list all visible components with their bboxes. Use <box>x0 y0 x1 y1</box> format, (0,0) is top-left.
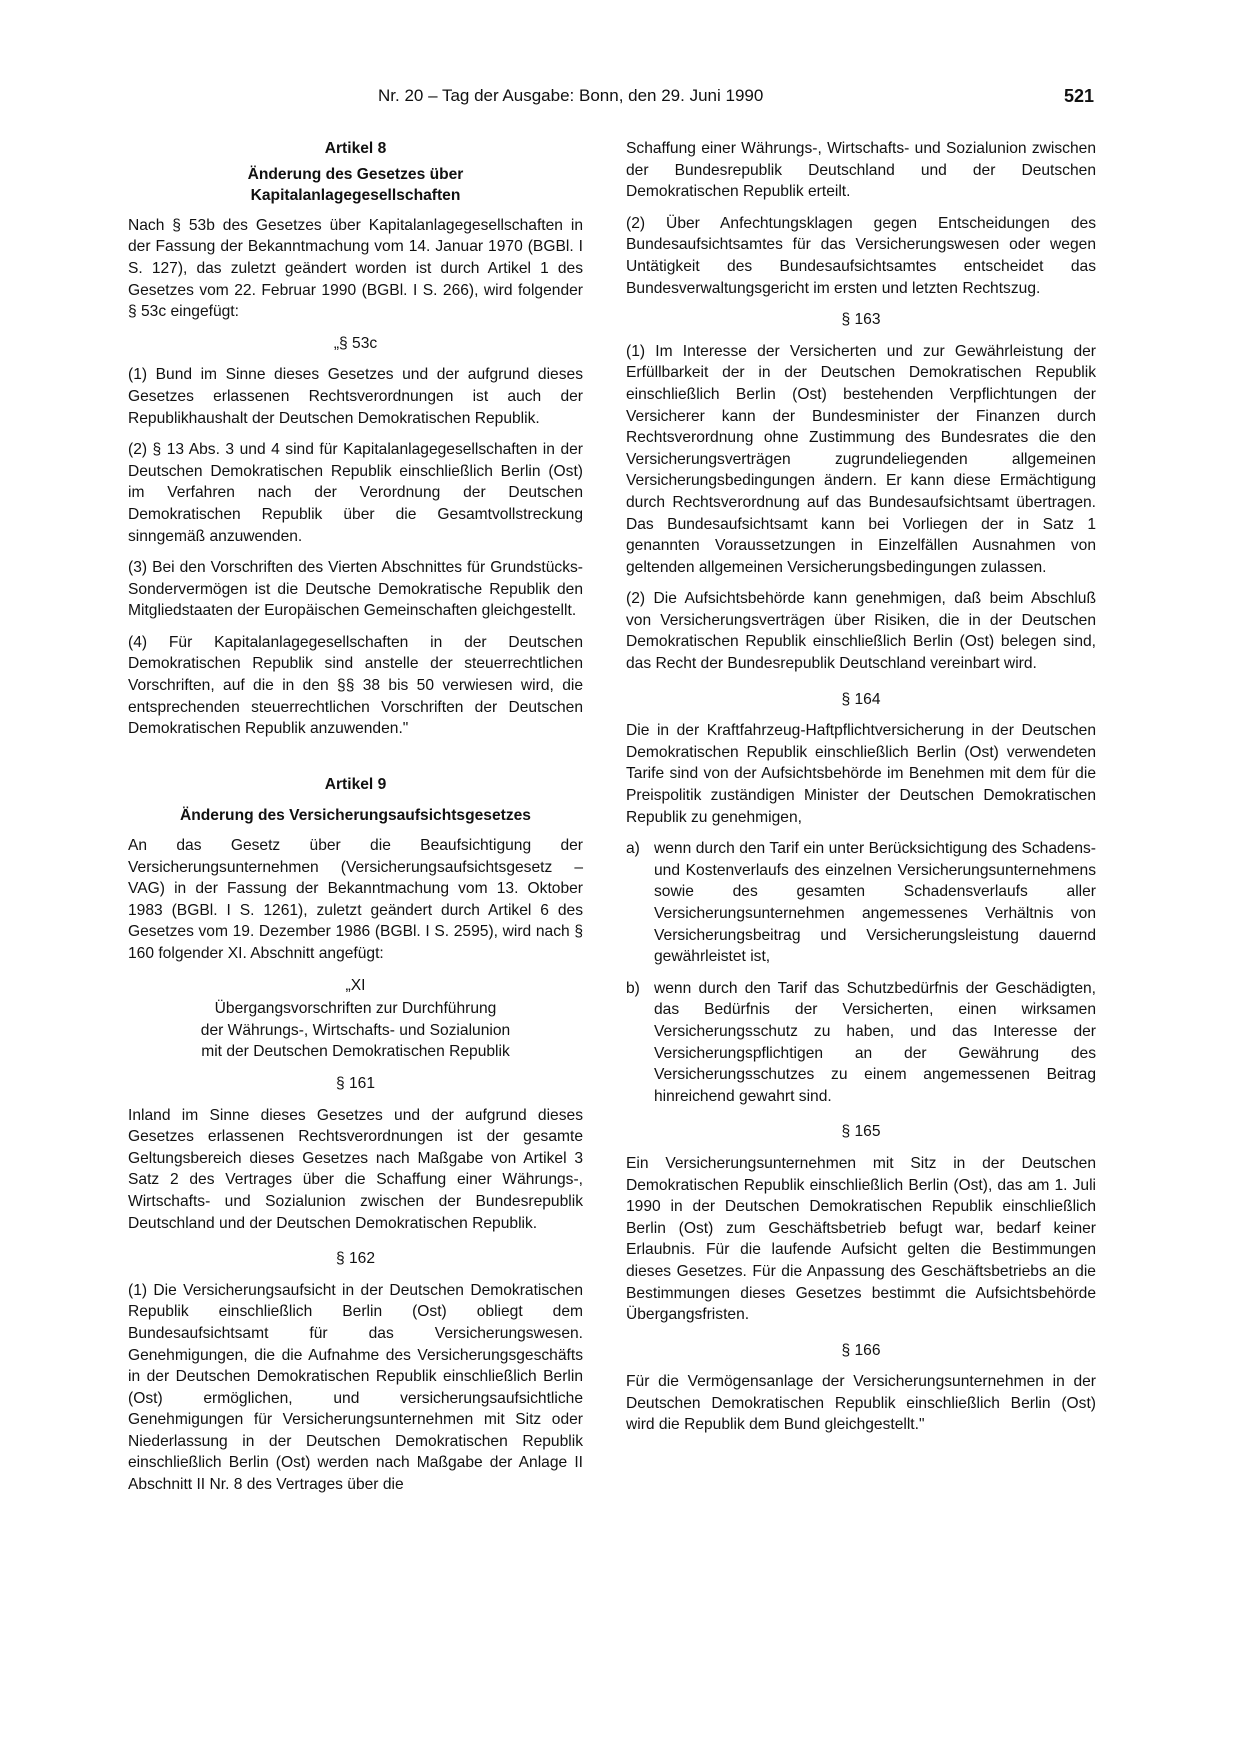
item-b-label: b) <box>626 979 640 997</box>
chapter-xi-title-line-3: mit der Deutschen Demokratischen Republik <box>201 1043 510 1061</box>
section-53c-para-2: (2) § 13 Abs. 3 und 4 sind für Kapitalanlagegesellschaften in der Deutschen Demokratischen Republik einschließlich Berlin (Ost) im Verfahren nach der Verordnung der Deutschen Demokratischen Republik über die Gesamtvollstreckung sinngemäß anzuwenden. <box>128 441 583 545</box>
issue-line: Nr. 20 – Tag der Ausgabe: Bonn, den 29. Juni 1990 <box>378 86 764 105</box>
section-165-heading: § 165 <box>841 1123 881 1141</box>
item-a-label: a) <box>626 840 640 858</box>
page-number: 521 <box>1064 86 1095 106</box>
article-8-intro: Nach § 53b des Gesetzes über Kapitalanlagegesellschaften in der Fassung der Bekanntmachung vom 14. Januar 1970 (BGBl. I S. 127), das zuletzt geändert worden ist durch Artikel 1 des Gesetzes vom 22. Februar 1990 (BGBl. I S. 266), wird folgender § 53c eingefügt: <box>128 216 583 321</box>
section-53c-para-3: (3) Bei den Vorschriften des Vierten Abschnittes für Grundstücks-Sondervermögen ist die Deutsche Demokratische Republik den Mitgliedstaaten der Europäischen Gemeinschaften gleichgestellt. <box>128 559 583 620</box>
article-8-subtitle: Änderung des Gesetzes über Kapitalanlagegesellschaften <box>247 165 464 205</box>
right-column <box>626 138 1096 1446</box>
section-166-heading: § 166 <box>841 1341 881 1359</box>
chapter-xi-title-line-2: der Währungs-, Wirtschafts- und Sozialunion <box>200 1021 511 1039</box>
article-9-intro: An das Gesetz über die Beaufsichtigung der Versicherungsunternehmen (Versicherungsaufsichtsgesetz – VAG) in der Fassung der Bekanntmachung vom 13. Oktober 1983 (BGBl. I S. 1261), zuletzt geändert durch Artikel 6 des Gesetzes vom 19. Dezember 1986 (BGBl. I S. 2595), wird nach § 160 folgender XI. Abschnitt angefügt: <box>128 837 583 962</box>
item-b-text: wenn durch den Tarif das Schutzbedürfnis der Geschädigten, das Bedürfnis der Versicherten, einen wirksamen Versicherungsschutz zu haben, und das Interesse der Versicherungspflichtigen an der Gewährung des Versicherungsschutzes zu einem angemessenen Beitrag hinreichend gewahrt sind. <box>654 979 1096 1105</box>
section-53c-heading: „§ 53c <box>333 334 378 352</box>
left-column <box>128 138 583 1506</box>
section-162-para-1-continued: Schaffung einer Währungs-, Wirtschafts- und Sozialunion zwischen der Bundesrepublik Deutschland und der Deutschen Demokratischen Republik erteilt. <box>626 140 1096 201</box>
section-164-item-a <box>626 838 1096 968</box>
chapter-xi-heading: „XI <box>345 976 366 994</box>
article-9-subtitle: Änderung des Versicherungsaufsichtsgesetzes <box>180 807 531 825</box>
section-163-para-1: (1) Im Interesse der Versicherten und zur Gewährleistung der Erfüllbarkeit der in der Deutschen Demokratischen Republik einschließlich Berlin (Ost) bestehenden Verpflichtungen der Versicherer kann der Bundesminister der Finanzen durch Rechtsverordnung ohne Zustimmung des Bundesrates die den Versicherungsverträgen zugrundeliegenden allgemeinen Versicherungsbedingungen ändern. Er kann diese Ermächtigung durch Rechtsverordnung auf das Bundesaufsichtsamt übertragen. Das Bundesaufsichtsamt kann bei Vorliegen der in Satz 1 genannten Voraussetzungen in Einzelfällen Ausnahmen von geltenden allgemeinen Versicherungsbedingungen zulassen. <box>626 342 1096 576</box>
chapter-xi-title-line-1: Übergangsvorschriften zur Durchführung <box>214 1000 497 1018</box>
article-8-title: Artikel 8 <box>324 140 387 157</box>
item-a-text: wenn durch den Tarif ein unter Berücksichtigung des Schadens- und Kostenverlaufs des einzelnen Versicherungsunternehmens sowie des gesamten Schadensverlaufs aller Versicherungsunternehmen angemessenes Verhältnis von Versicherungsbeitrag und Versicherungsleistung dauernd gewährleistet ist, <box>654 840 1096 966</box>
section-161-heading: § 161 <box>335 1074 376 1092</box>
chapter-xi-title <box>128 998 583 1063</box>
section-163-para-2: (2) Die Aufsichtsbehörde kann genehmigen, daß beim Abschluß von Versicherungsverträgen über Risiken, die in der Deutschen Demokratischen Republik einschließlich Berlin (Ost) belegen sind, das Recht der Bundesrepublik Deutschland vereinbart wird. <box>626 590 1096 673</box>
section-166-text: Für die Vermögensanlage der Versicherungsunternehmen in der Deutschen Demokratischen Republik einschließlich Berlin (Ost) wird die Republik dem Bund gleichgestellt." <box>626 1373 1096 1434</box>
article-9-title: Artikel 9 <box>324 775 387 793</box>
section-53c-para-1: (1) Bund im Sinne dieses Gesetzes und der aufgrund dieses Gesetzes erlassenen Rechtsverordnungen ist auch der Republikhaushalt der Deutschen Demokratischen Republik. <box>128 366 583 427</box>
section-53c-para-4: (4) Für Kapitalanlagegesellschaften in der Deutschen Demokratischen Republik sind anstelle der steuerrechtlichen Vorschriften, auf die in den §§ 38 bis 50 verwiesen wird, die entsprechenden steuerrechtlichen Vorschriften der Deutschen Demokratischen Republik anzuwenden." <box>128 633 583 738</box>
page-header <box>0 86 1237 112</box>
section-163-heading: § 163 <box>841 311 881 329</box>
section-164-heading: § 164 <box>841 690 881 708</box>
section-162-para-2: (2) Über Anfechtungsklagen gegen Entscheidungen des Bundesaufsichtsamtes für das Versicherungswesen oder wegen Untätigkeit des Bundesaufsichtsamtes entscheidet das Bundesverwaltungsgericht im ersten und letzten Rechtszug. <box>626 214 1096 297</box>
section-161-text: Inland im Sinne dieses Gesetzes und der aufgrund dieses Gesetzes erlassenen Rechtsverordnungen ist der gesamte Geltungsbereich dieses Gesetzes nach Maßgabe von Artikel 3 Satz 2 des Vertrages über die Schaffung einer Währungs-, Wirtschafts- und Sozialunion zwischen der Bundesrepublik Deutschland und der Deutschen Demokratischen Republik. <box>128 1106 583 1232</box>
section-162-heading: § 162 <box>335 1250 376 1268</box>
section-164-item-b <box>626 978 1096 1108</box>
section-165-text: Ein Versicherungsunternehmen mit Sitz in der Deutschen Demokratischen Republik einschließlich Berlin (Ost), das am 1. Juli 1990 in der Deutschen Demokratischen Republik einschließlich Berlin (Ost) zum Geschäftsbetrieb befugt war, bedarf keiner Erlaubnis. Für die laufende Aufsicht gelten die Bestimmungen dieses Gesetzes. Für die Anpassung des Geschäftsbetriebs an die Bestimmungen dieses Gesetzes bestimmt die Aufsichtsbehörde Übergangsfristen. <box>626 1154 1096 1324</box>
section-162-para-1: (1) Die Versicherungsaufsicht in der Deutschen Demokratischen Republik einschließlich Berlin (Ost) obliegt dem Bundesaufsichtsamt für das Versicherungswesen. Genehmigungen, die die Aufnahme des Versicherungsgeschäfts in der Deutschen Demokratischen Republik einschließlich Berlin (Ost) ermöglichen, und versicherungsaufsichtliche Genehmigungen für Versicherungsunternehmen mit Sitz oder Niederlassung in der Deutschen Demokratischen Republik einschließlich Berlin (Ost) werden nach Maßgabe der Anlage II Abschnitt II Nr. 8 des Vertrages über die <box>128 1281 583 1494</box>
section-164-intro: Die in der Kraftfahrzeug-Haftpflichtversicherung in der Deutschen Demokratischen Republik einschließlich Berlin (Ost) verwendeten Tarife sind von der Aufsichtsbehörde im Benehmen mit dem für die Preispolitik zuständigen Minister der Deutschen Demokratischen Republik zu genehmigen, <box>626 722 1096 826</box>
